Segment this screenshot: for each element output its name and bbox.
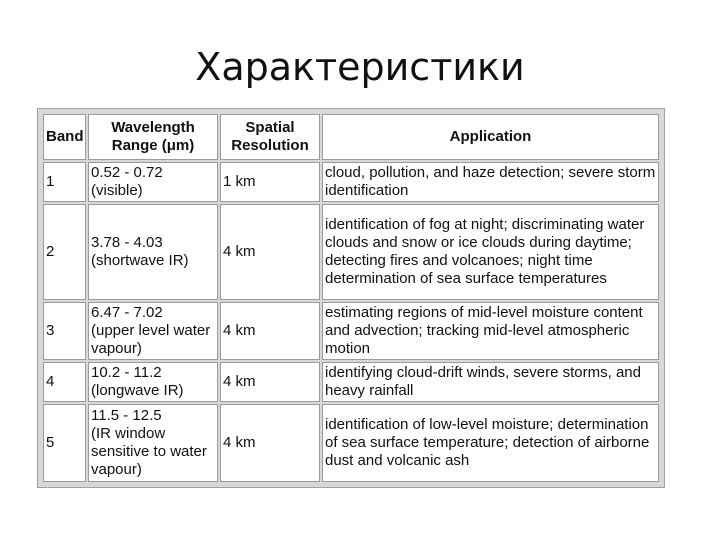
header-resolution — [220, 114, 320, 160]
wavelength-note: (IR window sensitive to water vapour) — [91, 425, 207, 478]
spatial-resolution: 4 km — [220, 302, 320, 360]
wavelength-value: 3.78 - 4.03 — [91, 234, 163, 251]
table-header-row — [43, 114, 659, 160]
wavelength-note: (shortwave IR) — [91, 252, 189, 269]
spatial-resolution: 4 km — [220, 204, 320, 300]
wavelength-value: 6.47 - 7.02 — [91, 304, 163, 321]
table-row — [43, 162, 659, 202]
table-row — [43, 302, 659, 360]
band-number: 2 — [43, 204, 86, 300]
spatial-resolution: 4 km — [220, 362, 320, 402]
application-text: identifying cloud-drift winds, severe storms, and heavy rainfall — [322, 362, 659, 402]
application-text: cloud, pollution, and haze detection; severe storm identification — [322, 162, 659, 202]
header-application: Application — [322, 114, 659, 160]
slide-title: Характеристики — [195, 45, 525, 89]
band-number: 5 — [43, 404, 86, 482]
wavelength-range — [88, 204, 218, 300]
table-row — [43, 404, 659, 482]
spatial-resolution: 4 km — [220, 404, 320, 482]
band-number: 4 — [43, 362, 86, 402]
header-wavelength-line1: Wavelength — [111, 119, 195, 136]
header-resolution-line2: Resolution — [231, 137, 309, 154]
header-resolution-line1: Spatial — [245, 119, 295, 136]
wavelength-value: 11.5 - 12.5 — [91, 407, 162, 424]
header-band: Band — [43, 114, 86, 160]
header-wavelength — [88, 114, 218, 160]
spatial-resolution: 1 km — [220, 162, 320, 202]
application-text: identification of low-level moisture; determination of sea surface temperature; detection of airborne dust and volcanic ash — [322, 404, 659, 482]
band-number: 1 — [43, 162, 86, 202]
wavelength-note: (upper level water vapour) — [91, 322, 211, 357]
wavelength-note: (visible) — [91, 182, 143, 199]
header-wavelength-line2: Range (μm) — [111, 137, 195, 154]
wavelength-range — [88, 302, 218, 360]
band-table-frame — [37, 108, 665, 488]
wavelength-range — [88, 362, 218, 402]
wavelength-value: 10.2 - 11.2 — [91, 364, 162, 381]
wavelength-range — [88, 162, 218, 202]
application-text: identification of fog at night; discriminating water clouds and snow or ice clouds during daytime; detecting fires and volcanoes; night time determination of sea surface temperatures — [322, 204, 659, 300]
band-table — [41, 112, 661, 484]
wavelength-range — [88, 404, 218, 482]
wavelength-value: 0.52 - 0.72 — [91, 164, 163, 181]
application-text: estimating regions of mid-level moisture content and advection; tracking mid-level atmospheric motion — [322, 302, 659, 360]
band-number: 3 — [43, 302, 86, 360]
table-row — [43, 204, 659, 300]
wavelength-note: (longwave IR) — [91, 382, 184, 399]
table-row — [43, 362, 659, 402]
